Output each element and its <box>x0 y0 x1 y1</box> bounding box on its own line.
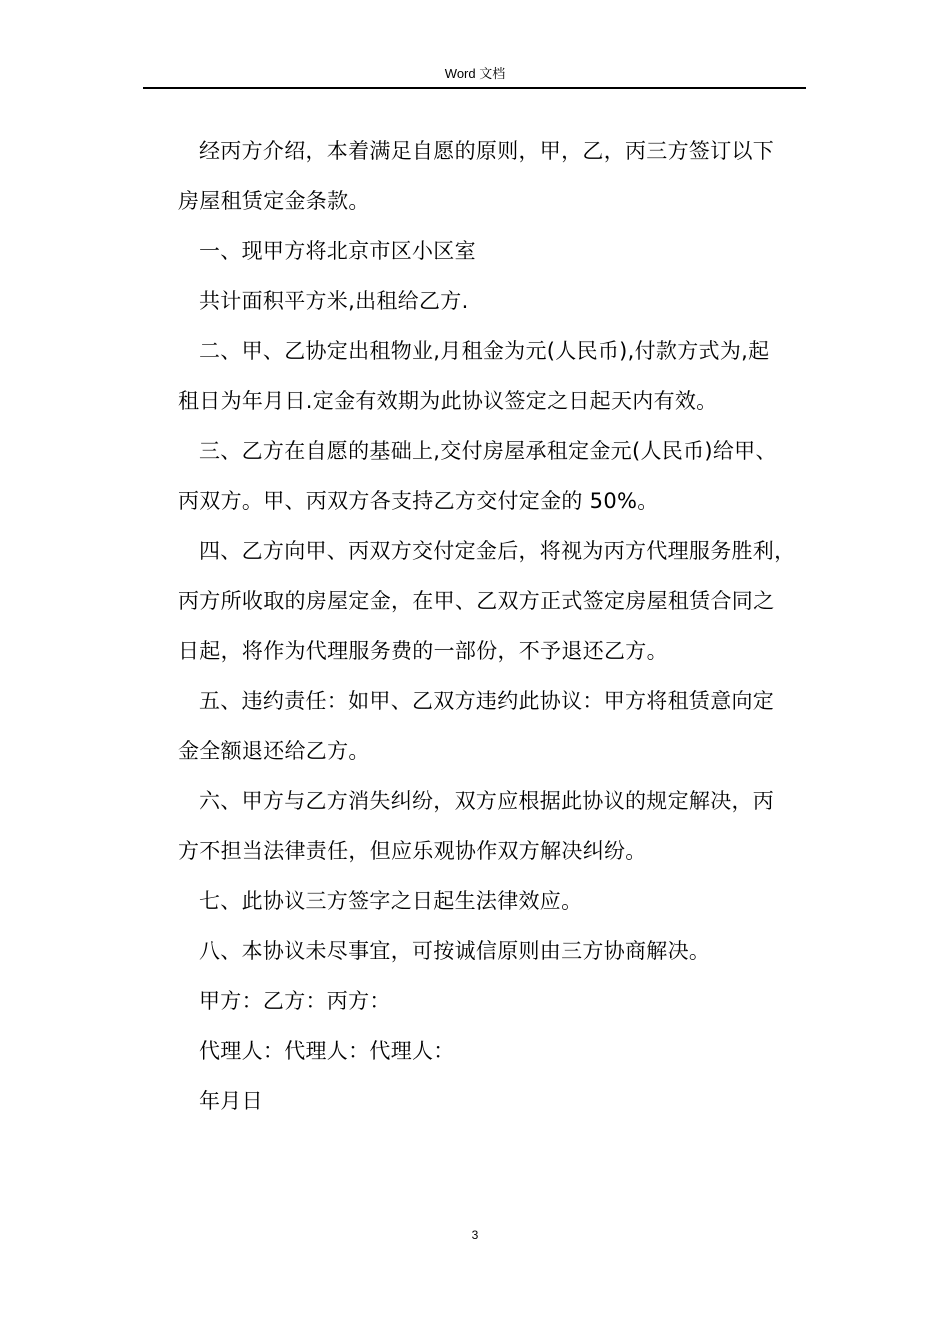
paragraph-line: 六、甲方与乙方消失纠纷，双方应根据此协议的规定解决，丙 <box>199 789 775 813</box>
document-body <box>178 126 808 1126</box>
page-header-title: Word 文档 <box>444 66 506 81</box>
page-number: 3 <box>471 1228 479 1242</box>
paragraph-line: 七、此协议三方签字之日起生法律效应。 <box>199 889 583 913</box>
paragraph-line: 方不担当法律责任，但应乐观协作双方解决纠纷。 <box>178 839 647 863</box>
paragraph-line: 四、乙方向甲、丙双方交付定金后，将视为丙方代理服务胜利， <box>199 539 796 563</box>
paragraph-line: 三、乙方在自愿的基础上,交付房屋承租定金元(人民币)给甲、 <box>199 439 777 463</box>
paragraph-line: 代理人：代理人：代理人： <box>199 1039 455 1063</box>
paragraph-line: 经丙方介绍，本着满足自愿的原则，甲，乙，丙三方签订以下 <box>199 139 775 163</box>
paragraph-line: 一、现甲方将北京市区小区室 <box>199 239 476 263</box>
paragraph-line: 房屋租赁定金条款。 <box>178 189 370 213</box>
paragraph-line: 丙双方。甲、丙双方各支持乙方交付定金的 50%。 <box>178 489 659 513</box>
paragraph-line: 二、甲、乙协定出租物业,月租金为元(人民币),付款方式为,起 <box>199 339 770 363</box>
paragraph-line: 租日为年月日.定金有效期为此协议签定之日起天内有效。 <box>178 389 718 413</box>
paragraph-line: 共计面积平方米,出租给乙方. <box>199 289 469 313</box>
paragraph-line: 金全额退还给乙方。 <box>178 739 370 763</box>
header-divider <box>143 87 806 89</box>
paragraph-line: 日起，将作为代理服务费的一部份，不予退还乙方。 <box>178 639 668 663</box>
paragraph-line: 五、违约责任：如甲、乙双方违约此协议：甲方将租赁意向定 <box>199 689 775 713</box>
paragraph-line: 八、本协议未尽事宜，可按诚信原则由三方协商解决。 <box>199 939 711 963</box>
paragraph-line: 丙方所收取的房屋定金，在甲、乙双方正式签定房屋租赁合同之 <box>178 589 775 613</box>
paragraph-line: 甲方：乙方：丙方： <box>199 989 391 1013</box>
paragraph-line: 年月日 <box>199 1089 263 1113</box>
